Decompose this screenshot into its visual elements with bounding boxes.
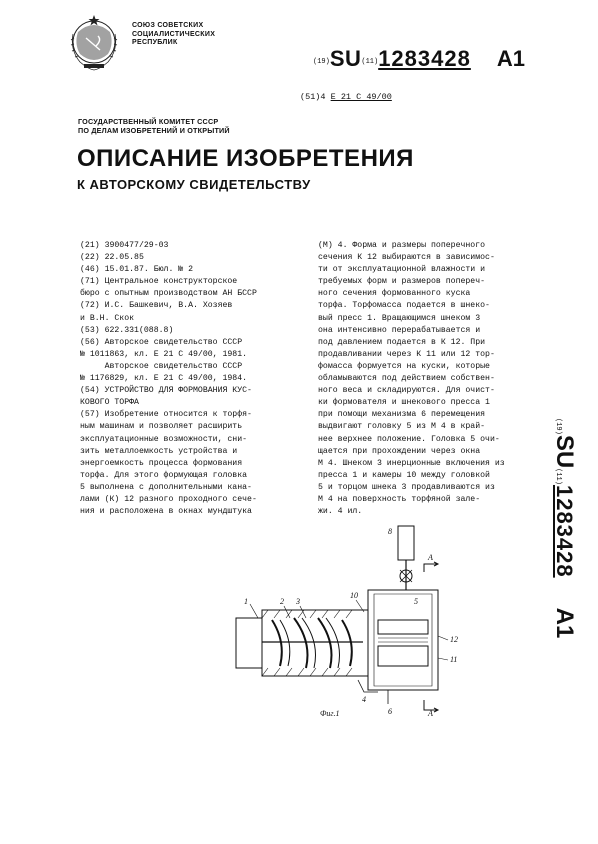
organization-line: СОЮЗ СОВЕТСКИХ <box>132 22 204 29</box>
text-line: 5 и торцом шнека 3 продавливаются из <box>318 482 495 492</box>
text-line: ным машинам и позволяет расширить <box>80 422 243 432</box>
drawing-label: 10 <box>350 591 358 600</box>
text-line: № 1011863, кл. Е 21 С 49/00, 1981. <box>80 349 248 359</box>
text-line: требуемых форм и размеров попереч- <box>318 277 486 287</box>
drawing-label: 11 <box>450 655 458 664</box>
text-line: зить металлоемкость устройства и <box>80 446 238 456</box>
text-line: (22) 22.05.85 <box>80 253 144 263</box>
ipc-code: E 21 C 49/00 <box>330 92 392 102</box>
text-line: (56) Авторское свидетельство СССР <box>80 337 243 347</box>
patent-number-block <box>313 46 525 72</box>
text-line: продавливании через К 11 или 12 тор- <box>318 349 495 359</box>
patent-number-label: (11) <box>361 57 379 66</box>
text-line: под давлением подается в К 12. При <box>318 337 486 347</box>
text-line: и В.Н. Скок <box>80 313 135 323</box>
text-line: выдвигают головку 5 из М 4 в край- <box>318 422 486 432</box>
text-line: жи. 4 ил. <box>318 507 363 517</box>
text-line: бюро с опытным производством АН БССР <box>80 289 257 299</box>
abstract-column <box>318 240 543 518</box>
text-line: (57) Изобретение относится к торфя- <box>80 410 252 420</box>
text-line: (46) 15.01.87. Бюл. № 2 <box>80 265 194 275</box>
text-line: № 1176829, кл. Е 21 С 49/00, 1984. <box>80 374 248 384</box>
text-line: щается при прохождении через окна <box>318 446 481 456</box>
ipc-classification <box>300 92 392 102</box>
text-line: сечения К 12 выбираются в зависимос- <box>318 253 495 263</box>
text-line: лами (К) 12 разного проходного сече- <box>80 494 257 504</box>
drawing-label: 4 <box>362 695 366 704</box>
text-line: ния и расположена в окнах мундштука <box>80 507 252 517</box>
patent-number: 1283428 <box>552 484 577 578</box>
vertical-patent-number <box>522 410 582 710</box>
text-line: (М) 4. Форма и размеры поперечного <box>318 241 486 250</box>
country-code: SU <box>551 434 578 469</box>
organization-line: СОЦИАЛИСТИЧЕСКИХ <box>132 30 216 38</box>
committee-line: ПО ДЕЛАМ ИЗОБРЕТЕНИЙ И ОТКРЫТИЙ <box>78 126 230 135</box>
drawing-label: A <box>428 709 433 718</box>
document-subtitle: К АВТОРСКОМУ СВИДЕТЕЛЬСТВУ <box>77 177 311 192</box>
committee-name <box>78 117 230 135</box>
drawing-label: 8 <box>388 527 392 536</box>
text-line: ного сечения формованного куска <box>318 289 471 299</box>
text-line: торфа. Для этого формующая головка <box>80 470 248 480</box>
text-line: (54) УСТРОЙСТВО ДЛЯ ФОРМОВАНИЯ КУС- <box>80 386 252 396</box>
text-line: Авторское свидетельство СССР <box>80 361 243 371</box>
text-line: ки формователя и шнекового пресса 1 <box>318 398 490 408</box>
country-code: SU <box>329 46 362 71</box>
patent-kind: A1 <box>496 46 525 71</box>
drawing-label: 1 <box>244 597 248 606</box>
text-line: (53) 622.331(088.8) <box>80 325 174 335</box>
text-line: (71) Центральное конструкторское <box>80 277 238 287</box>
drawing-label: 3 <box>296 597 300 606</box>
text-line: энергоемкость процесса формования <box>80 458 243 468</box>
text-line: фомасса формуется на куски, которые <box>318 361 490 371</box>
text-line: М 4. Шнеком 3 инерционные включения из <box>318 458 505 468</box>
country-code-label: (19) <box>554 418 562 435</box>
drawing-label: 12 <box>450 635 458 644</box>
text-line: ного веса и складируются. Для очист- <box>318 386 495 396</box>
text-line: (21) 3900477/29-03 <box>80 241 169 250</box>
figure-caption: Фиг.1 <box>320 709 340 718</box>
text-line: ти от эксплуатационной влажности и <box>318 265 486 275</box>
drawing-label: 2 <box>280 597 284 606</box>
text-line: торфа. Торфомасса подается в шнеко- <box>318 301 490 311</box>
text-line: (72) И.С. Башкевич, В.А. Хозяев <box>80 301 233 311</box>
text-line: обламываются под действием собствен- <box>318 374 495 384</box>
patent-kind: A1 <box>551 607 578 639</box>
ussr-emblem-icon <box>68 14 120 74</box>
text-line: она интенсивно перерабатывается и <box>318 325 481 335</box>
drawing-label: 5 <box>414 597 418 606</box>
drawing-label: A <box>428 553 433 562</box>
text-line: при помощи механизма 6 перемещения <box>318 410 486 420</box>
technical-drawing <box>228 520 498 735</box>
text-line: пресса 1 и камеры 10 между головкой <box>318 470 490 480</box>
bibliographic-column <box>80 240 308 518</box>
organization-name <box>132 22 215 48</box>
drawing-label: 6 <box>388 707 392 716</box>
text-line: вый пресс 1. Вращающимся шнеком 3 <box>318 313 481 323</box>
document-title: ОПИСАНИЕ ИЗОБРЕТЕНИЯ <box>77 145 414 172</box>
committee-line: ГОСУДАРСТВЕННЫЙ КОМИТЕТ СССР <box>78 117 219 126</box>
text-line: нее верхнее положение. Головка 5 очи- <box>318 434 500 444</box>
text-line: 5 выполнена с дополнительными кана- <box>80 482 252 492</box>
patent-number: 1283428 <box>378 46 471 71</box>
organization-line: РЕСПУБЛИК <box>132 39 178 46</box>
country-code-label: (19) <box>313 57 330 66</box>
ipc-label: (51)4 <box>300 92 326 102</box>
patent-number-label: (11) <box>554 468 562 485</box>
text-line: М 4 на поверхность торфяной зале- <box>318 494 481 504</box>
text-line: эксплуатационные возможности, сни- <box>80 434 248 444</box>
text-line: КОВОГО ТОРФА <box>80 398 139 408</box>
